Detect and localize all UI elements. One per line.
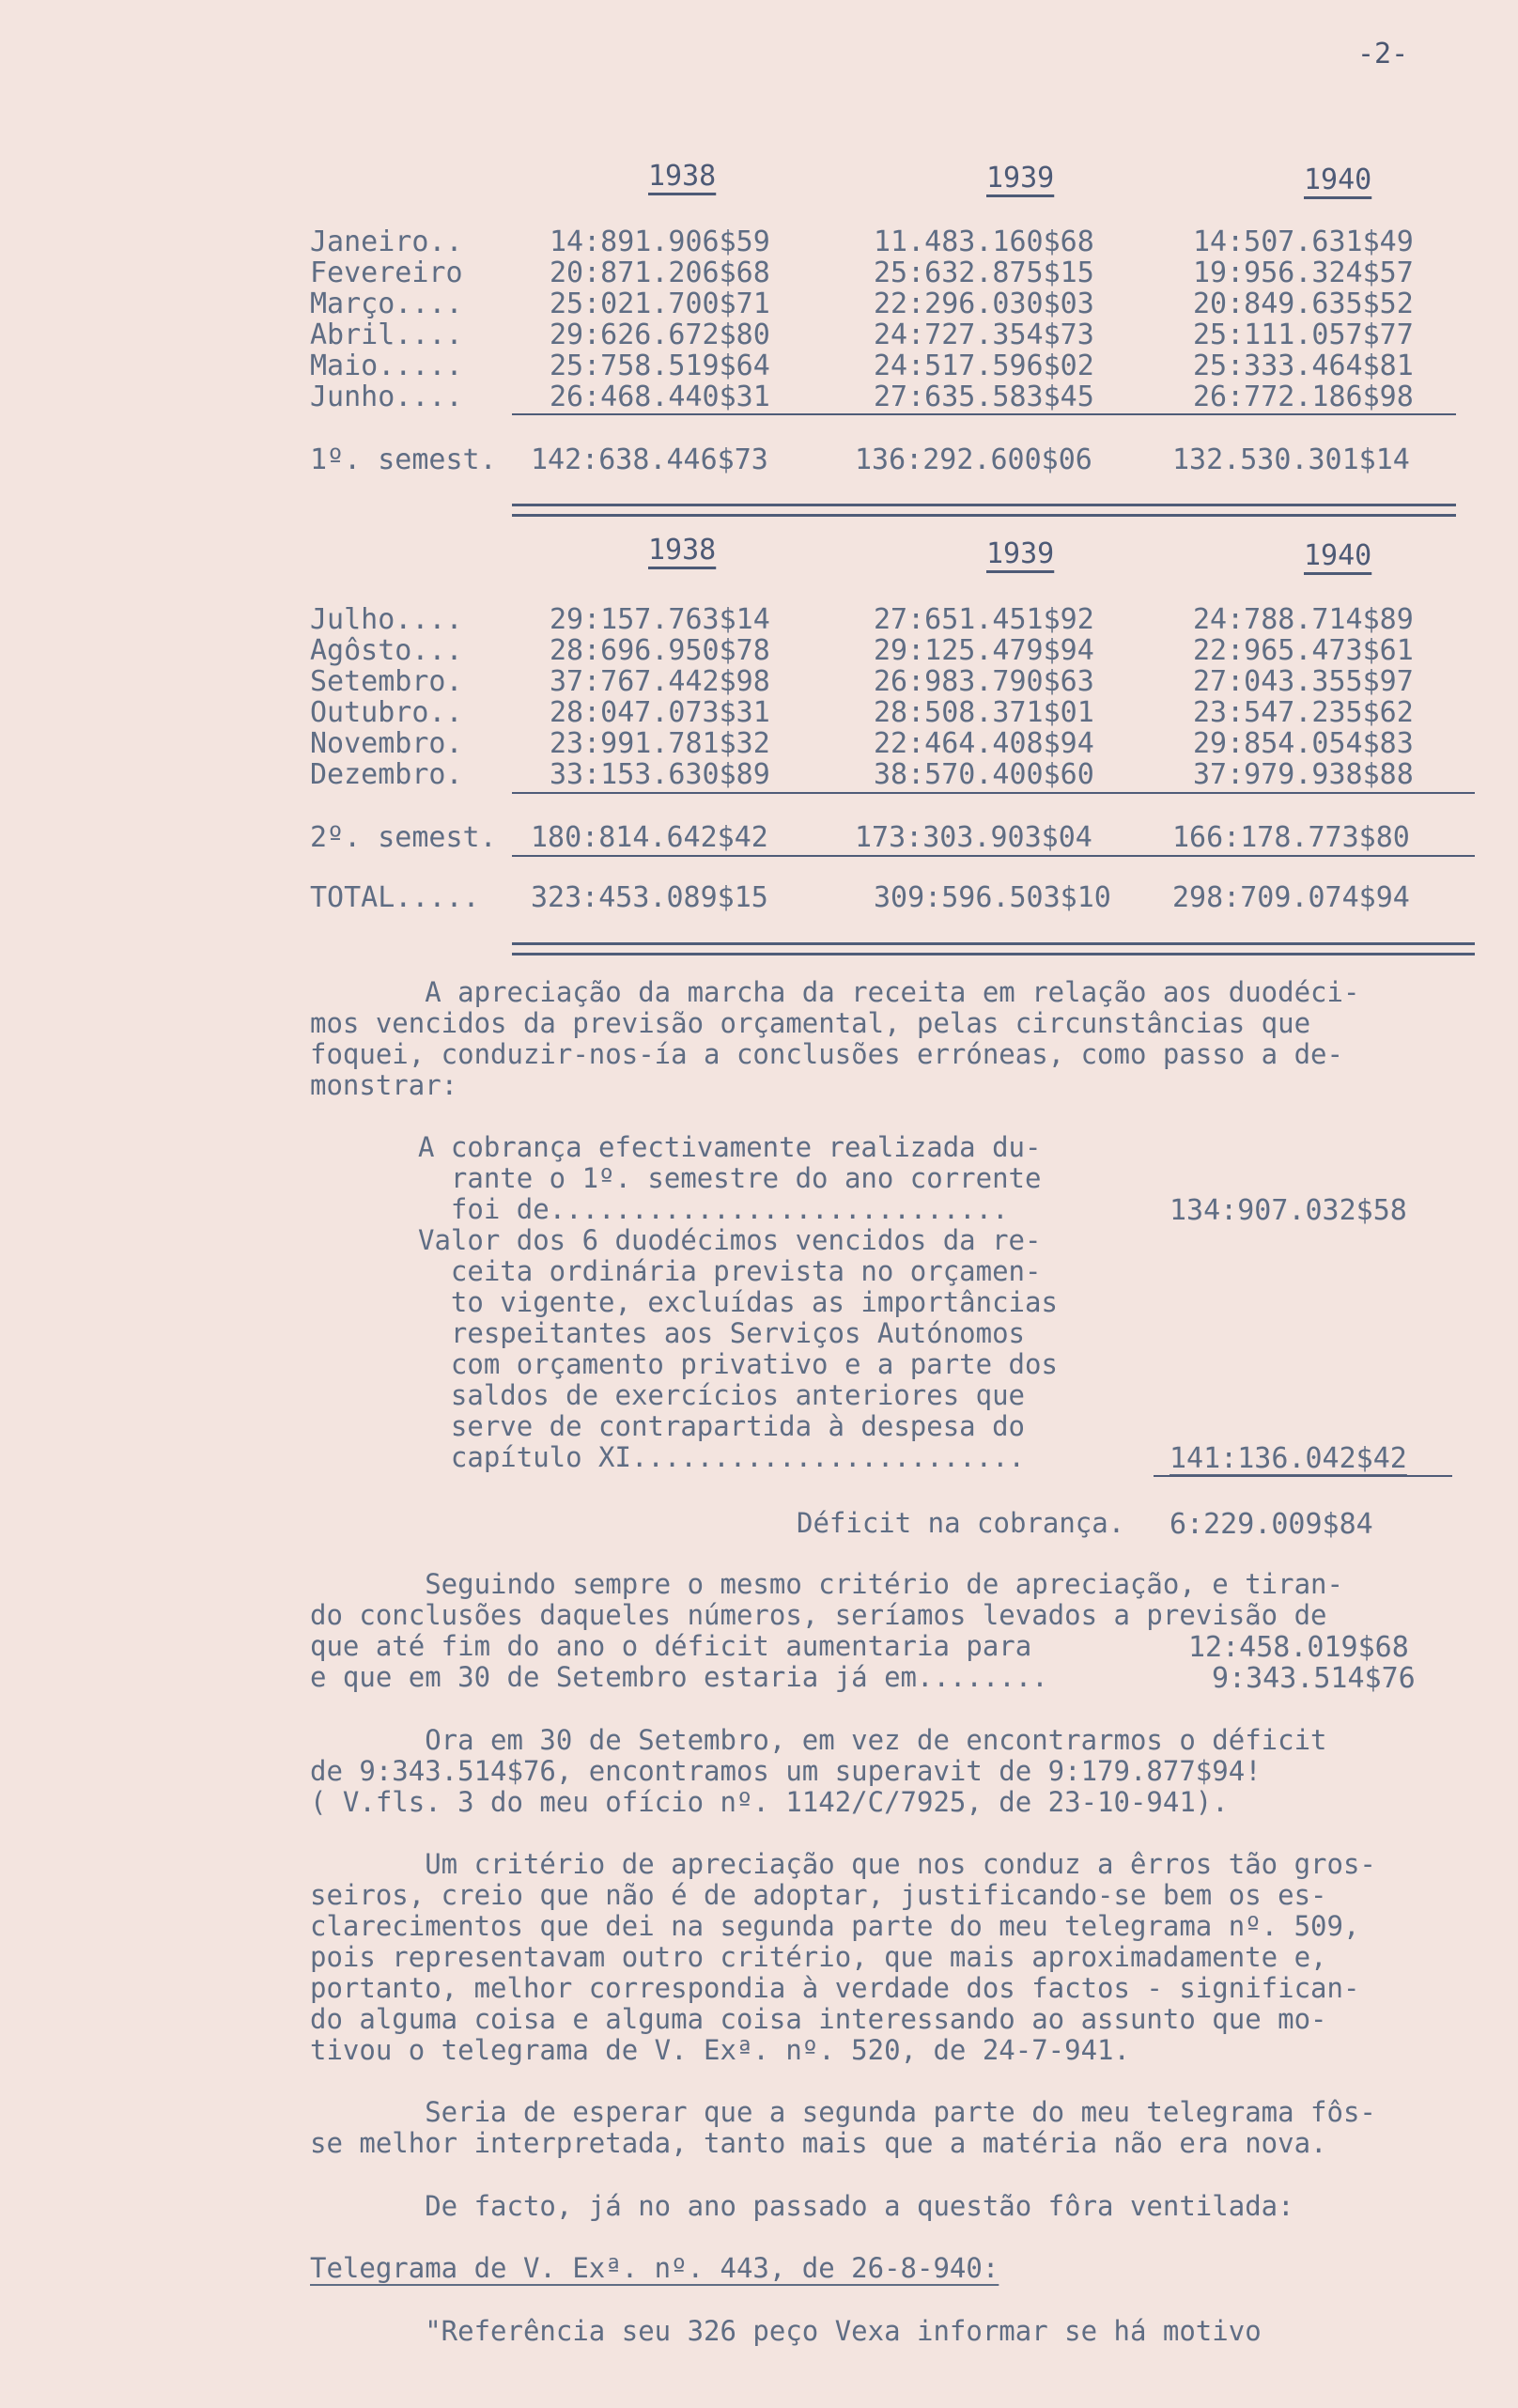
- table-row: [310, 603, 1456, 634]
- double-rule: [512, 942, 1475, 955]
- paragraph-line: A apreciação da marcha da receita em relação aos duodéci-: [310, 976, 1360, 1008]
- paragraph-line: e que em 30 de Setembro estaria já em........: [310, 1661, 1048, 1693]
- paragraph-line: pois representavam outro critério, que mais aproximadamente e,: [310, 1941, 1327, 1973]
- month-label: Janeiro..: [310, 225, 463, 258]
- item-amount: 134:907.032$58: [1169, 1194, 1407, 1227]
- year-header-1939: 1939: [986, 162, 1055, 194]
- subtotal-1940: 132.530.301$14: [1172, 443, 1410, 476]
- month-label: Maio.....: [310, 350, 463, 382]
- value-1940: 26:772.186$98: [1193, 381, 1414, 413]
- subtotal-label: 2º. semest.: [310, 821, 497, 854]
- value-1938: 25:021.700$71: [550, 287, 770, 320]
- item-line: A cobrança efectivamente realizada du-: [418, 1131, 1042, 1163]
- month-label: Novembro.: [310, 727, 463, 760]
- paragraph-line: foquei, conduzir-nos-ía a conclusões erróneas, como passo a de-: [310, 1038, 1343, 1070]
- table-row: [310, 225, 1456, 256]
- value-1940: 25:111.057$77: [1193, 318, 1414, 351]
- deficit-label: Déficit na cobrança.: [797, 1507, 1125, 1539]
- paragraph-line: se melhor interpretada, tanto mais que a matéria não era nova.: [310, 2127, 1327, 2159]
- item-line: respeitantes aos Serviços Autónomos: [418, 1317, 1026, 1349]
- value-1939: 11.483.160$68: [874, 225, 1094, 258]
- total-1940: 298:709.074$94: [1172, 881, 1410, 914]
- paragraph-line: Um critério de apreciação que nos conduz a êrros tão gros-: [310, 1848, 1376, 1880]
- item-line: to vigente, excluídas as importâncias: [418, 1286, 1058, 1318]
- table-row: [310, 318, 1456, 350]
- value-1940: 20:849.635$52: [1193, 287, 1414, 320]
- value-1938: 28:047.073$31: [550, 696, 770, 729]
- subtotal-label: 1º. semest.: [310, 443, 497, 476]
- table-row: [310, 350, 1456, 381]
- paragraph-line: portanto, melhor correspondia à verdade dos factos - significan-: [310, 1972, 1360, 2004]
- paragraph-line: que até fim do ano o déficit aumentaria para: [310, 1630, 1032, 1662]
- item-amount: 141:136.042$42: [1169, 1442, 1407, 1475]
- month-label: Dezembro.: [310, 758, 463, 791]
- paragraph-line: Seguindo sempre o mesmo critério de apreciação, e tiran-: [310, 1568, 1343, 1600]
- item-line: Valor dos 6 duodécimos vencidos da re-: [418, 1224, 1042, 1256]
- value-1939: 24:517.596$02: [874, 350, 1094, 382]
- item-line: ceita ordinária prevista no orçamen-: [418, 1255, 1042, 1287]
- sum-rule: [1154, 1475, 1452, 1477]
- sum-rule: [512, 855, 1475, 857]
- projection-amount: 12:458.019$68: [1188, 1631, 1409, 1664]
- item-line: com orçamento privativo e a parte dos: [418, 1348, 1058, 1380]
- value-1938: 29:157.763$14: [550, 603, 770, 636]
- item-line: foi de............................: [418, 1193, 1009, 1225]
- deficit-amount: 6:229.009$84: [1169, 1508, 1373, 1541]
- subtotal-row: [310, 443, 1456, 474]
- value-1939: 22:296.030$03: [874, 287, 1094, 320]
- paragraph-line: Seria de esperar que a segunda parte do meu telegrama fôs-: [310, 2096, 1376, 2128]
- value-1939: 38:570.400$60: [874, 758, 1094, 791]
- item-line: capítulo XI........................: [418, 1441, 1026, 1473]
- subtotal-row: [310, 821, 1456, 852]
- month-label: Julho....: [310, 603, 463, 636]
- value-1940: 14:507.631$49: [1193, 225, 1414, 258]
- table-row: [310, 696, 1456, 727]
- item-line: rante o 1º. semestre do ano corrente: [418, 1162, 1042, 1194]
- value-1940: 24:788.714$89: [1193, 603, 1414, 636]
- value-1939: 24:727.354$73: [874, 318, 1094, 351]
- item-line: serve de contrapartida à despesa do: [418, 1410, 1026, 1442]
- value-1939: 28:508.371$01: [874, 696, 1094, 729]
- value-1940: 23:547.235$62: [1193, 696, 1414, 729]
- value-1940: 25:333.464$81: [1193, 350, 1414, 382]
- total-1938: 323:453.089$15: [531, 881, 768, 914]
- value-1939: 22:464.408$94: [874, 727, 1094, 760]
- month-label: Junho....: [310, 381, 463, 413]
- year-header-1938: 1938: [648, 160, 717, 193]
- year-header-1940: 1940: [1304, 163, 1372, 196]
- paragraph-line: tivou o telegrama de V. Exª. nº. 520, de 24-7-941.: [310, 2034, 1130, 2066]
- double-rule: [512, 504, 1456, 517]
- paragraph-line: Ora em 30 de Setembro, em vez de encontrarmos o déficit: [310, 1724, 1327, 1756]
- total-1939: 309:596.503$10: [874, 881, 1111, 914]
- quote-line: "Referência seu 326 peço Vexa informar se há motivo: [310, 2315, 1262, 2347]
- table-row: [310, 256, 1456, 287]
- subtotal-1938: 180:814.642$42: [531, 821, 768, 854]
- sum-rule: [512, 792, 1475, 794]
- value-1939: 27:651.451$92: [874, 603, 1094, 636]
- value-1938: 26:468.440$31: [550, 381, 770, 413]
- value-1938: 20:871.206$68: [550, 256, 770, 289]
- paragraph-line: do alguma coisa e alguma coisa interessando ao assunto que mo-: [310, 2003, 1327, 2035]
- month-label: Outubro..: [310, 696, 463, 729]
- month-label: Agôsto...: [310, 634, 463, 667]
- year-header-1938: 1938: [648, 534, 717, 567]
- month-label: Fevereiro: [310, 256, 463, 289]
- value-1940: 19:956.324$57: [1193, 256, 1414, 289]
- value-1939: 29:125.479$94: [874, 634, 1094, 667]
- paragraph-line: ( V.fls. 3 do meu ofício nº. 1142/C/7925, de 23-10-941).: [310, 1786, 1229, 1818]
- telegram-heading: Telegrama de V. Exª. nº. 443, de 26-8-940:: [310, 2252, 999, 2284]
- page-number: -2-: [1357, 38, 1409, 70]
- value-1938: 33:153.630$89: [550, 758, 770, 791]
- total-label: TOTAL.....: [310, 881, 480, 914]
- table-row: [310, 381, 1456, 412]
- value-1938: 37:767.442$98: [550, 665, 770, 698]
- value-1938: 28:696.950$78: [550, 634, 770, 667]
- month-label: Abril....: [310, 318, 463, 351]
- value-1938: 23:991.781$32: [550, 727, 770, 760]
- value-1940: 27:043.355$97: [1193, 665, 1414, 698]
- year-header-1939: 1939: [986, 537, 1055, 570]
- paragraph-line: clarecimentos que dei na segunda parte do meu telegrama nº. 509,: [310, 1910, 1360, 1942]
- value-1939: 26:983.790$63: [874, 665, 1094, 698]
- value-1938: 29:626.672$80: [550, 318, 770, 351]
- projection-amount: 9:343.514$76: [1212, 1662, 1416, 1695]
- month-label: Setembro.: [310, 665, 463, 698]
- item-line: saldos de exercícios anteriores que: [418, 1379, 1026, 1411]
- total-row: [310, 881, 1456, 912]
- table-row: [310, 634, 1456, 665]
- subtotal-1939: 136:292.600$06: [855, 443, 1092, 476]
- month-label: Março....: [310, 287, 463, 320]
- paragraph-line: seiros, creio que não é de adoptar, justificando-se bem os es-: [310, 1879, 1327, 1911]
- paragraph-line: monstrar:: [310, 1069, 458, 1101]
- paragraph-line: do conclusões daqueles números, seríamos levados a previsão de: [310, 1599, 1327, 1631]
- paragraph-line: mos vencidos da previsão orçamental, pelas circunstâncias que: [310, 1007, 1311, 1039]
- subtotal-1939: 173:303.903$04: [855, 821, 1092, 854]
- value-1940: 37:979.938$88: [1193, 758, 1414, 791]
- table-row: [310, 727, 1456, 758]
- value-1939: 27:635.583$45: [874, 381, 1094, 413]
- paragraph-line: De facto, já no ano passado a questão fôra ventilada:: [310, 2190, 1294, 2222]
- value-1939: 25:632.875$15: [874, 256, 1094, 289]
- subtotal-1938: 142:638.446$73: [531, 443, 768, 476]
- sum-rule: [512, 413, 1456, 415]
- year-header-1940: 1940: [1304, 539, 1372, 572]
- paragraph-line: de 9:343.514$76, encontramos um superavit de 9:179.877$94!: [310, 1755, 1262, 1787]
- value-1938: 25:758.519$64: [550, 350, 770, 382]
- value-1938: 14:891.906$59: [550, 225, 770, 258]
- table-row: [310, 758, 1456, 789]
- table-row: [310, 287, 1456, 318]
- value-1940: 29:854.054$83: [1193, 727, 1414, 760]
- subtotal-1940: 166:178.773$80: [1172, 821, 1410, 854]
- table-row: [310, 665, 1456, 696]
- value-1940: 22:965.473$61: [1193, 634, 1414, 667]
